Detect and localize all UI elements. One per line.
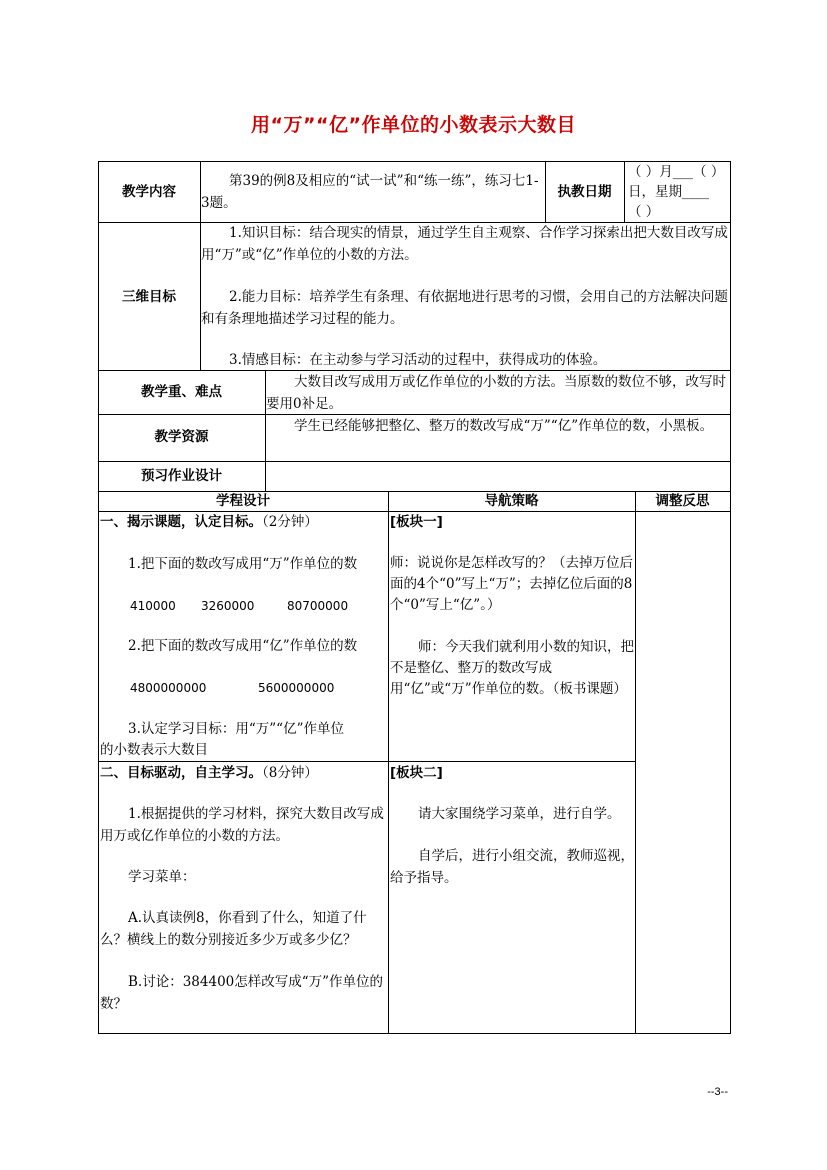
document-title: 用“万”“亿”作单位的小数表示大数目	[251, 114, 576, 136]
s1-item-3-line1: 3.认定学习目标：用“万”“亿”作单位	[128, 721, 344, 737]
s1-item-1: 1.把下面的数改写成用“万”作单位的数	[128, 556, 358, 572]
resources-text: 学生已经能够把整亿、整万的数改写成“万”“亿”作单位的数，小黑板。	[294, 418, 714, 434]
column-header-strategy: 导航策略	[484, 493, 539, 509]
s2-heading-text: 二、目标驱动，自主学习。	[100, 765, 262, 781]
s1-nav-text-2: 师：今天我们就利用小数的知识，把不是整亿、整万的数改写成用“亿”或“万”作单位的数。（板书课题）	[390, 639, 634, 697]
column-header-reflection: 调整反思	[655, 493, 710, 509]
goal-emotion: 3.情感目标：在主动参与学习活动的过程中，获得成功的体验。	[229, 352, 607, 368]
date-line-2: 日，星期____	[628, 184, 709, 200]
goal-ability: 2.能力目标：培养学生有条理、有依据地进行思考的习惯，会用自己的方法解决问题和有条理地描述学习过程的能力。	[201, 289, 728, 327]
goal-knowledge: 1.知识目标：结合现实的情景，通过学生自主观察、合作学习探索出把大数目改写成用“万”或“亿”作单位的小数的方法。	[201, 225, 728, 263]
s1-number-5600000000: 5600000000	[258, 681, 335, 695]
s1-nav-text-1: 师：说说你是怎样改写的？（去掉万位后面的4个“0”写上“万”；去掉亿位后面的8个“0”写上“亿”。）	[390, 555, 633, 613]
s1-time: （2分钟）	[262, 514, 318, 530]
rule-col-date-b	[624, 161, 625, 223]
s1-item-2: 2.把下面的数改写成用“亿”作单位的数	[128, 638, 358, 654]
s2-nav-text-1: 请大家围绕学习菜单，进行自学。	[418, 806, 621, 822]
s2-menu-label: 学习菜单：	[128, 869, 196, 885]
resources-label: 教学资源	[154, 429, 209, 445]
rule-col-c3	[635, 491, 636, 1034]
s1-nav-heading: [板块一]	[390, 514, 443, 530]
date-line-3: （ ）	[628, 204, 660, 220]
s1-number-3260000: 3260000	[201, 599, 255, 613]
preview-label: 预习作业设计	[141, 468, 222, 484]
s2-item-1: 1.根据提供的学习材料，探究大数目改写成用万或亿作单位的小数的方法。	[100, 806, 384, 844]
key-text: 大数目改写成用万或亿作单位的小数的方法。当原数的数位不够，改写时要用0补足。	[266, 374, 726, 412]
s2-menu-a: A.认真读例8，你看到了什么，知道了什么？横线上的数分别接近多少万或多少亿？	[100, 910, 367, 948]
s1-heading-text: 一、揭示课题，认定目标。	[100, 514, 262, 530]
date-label: 执教日期	[557, 184, 612, 200]
s2-heading	[100, 762, 386, 784]
key-label: 教学重、难点	[141, 384, 222, 400]
s2-menu-b: B.讨论：384400怎样改写成“万”作单位的数？	[100, 974, 384, 1012]
goals-label: 三维目标	[122, 289, 176, 305]
date-line-1: （ ）月___（ ）	[628, 164, 725, 180]
s2-nav-heading: [板块二]	[390, 765, 443, 781]
s1-item-3-line2: 的小数表示大数目	[100, 742, 208, 758]
s2-nav-text-2: 自学后，进行小组交流，教师巡视，给予指导。	[390, 848, 634, 886]
rule-col-c2	[388, 491, 389, 1034]
content-label: 教学内容	[122, 184, 176, 200]
s1-heading	[100, 511, 386, 533]
s1-number-410000: 410000	[130, 599, 176, 613]
column-header-design: 学程设计	[216, 493, 270, 509]
page-number: --3--	[707, 1086, 728, 1098]
s1-number-4800000000: 4800000000	[130, 681, 207, 695]
rule-after-resources	[98, 461, 730, 462]
s1-number-80700000: 80700000	[287, 599, 349, 613]
rule-right	[730, 161, 731, 1034]
content-text: 第39的例8及相应的“试一试”和“练一练”，练习七1-3题。	[201, 173, 539, 211]
s2-time: （8分钟）	[262, 765, 318, 781]
